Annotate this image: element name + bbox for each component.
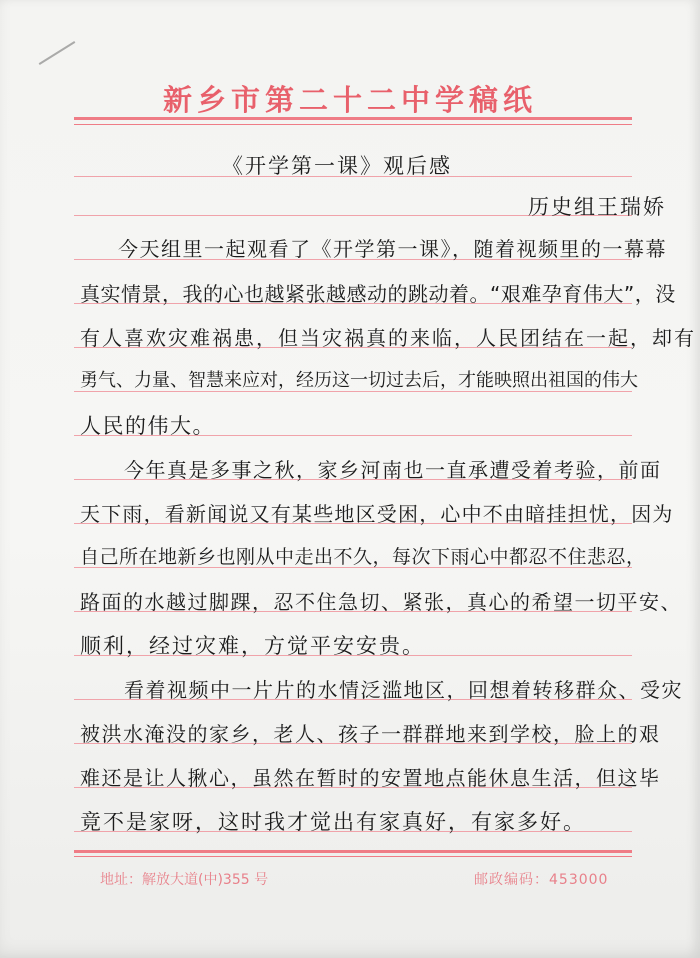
- essay-title: 《开学第一课》观后感: [222, 154, 452, 178]
- essay-line: 难还是让人揪心，虽然在暂时的安置地点能休息生活，但这毕: [80, 766, 661, 790]
- essay-author: 历史组王瑞娇: [528, 195, 666, 219]
- essay-line: 竟不是家呀，这时我才觉出有家真好，有家多好。: [80, 810, 586, 834]
- footer-postal-code: 邮政编码：453000: [474, 872, 609, 888]
- footer-rule-thin: [74, 856, 632, 857]
- essay-line: 人民的伟大。: [80, 414, 215, 438]
- essay-line: 自己所在地新乡也刚从中走出不久，每次下雨心中都忍不住悲忍，: [80, 546, 646, 568]
- essay-line: 今年真是多事之秋，家乡河南也一直承遭受着考验，前面: [124, 458, 662, 482]
- pencil-mark: [39, 41, 76, 65]
- essay-line: 被洪水淹没的家乡，老人、孩子一群群地来到学校，脸上的艰: [80, 722, 661, 746]
- essay-line: 有人喜欢灾难祸患，但当灾祸真的来临，人民团结在一起，却有: [80, 326, 696, 350]
- sheet-header-title: 新乡市第二十二中学稿纸: [162, 83, 537, 117]
- footer-address: 地址：解放大道(中)355 号: [100, 872, 269, 888]
- essay-line: 今天组里一起观看了《开学第一课》，随着视频里的一幕幕: [118, 237, 667, 261]
- essay-line: 天下雨，看新闻说又有某些地区受困，心中不由暗挂担忧，因为: [80, 502, 674, 526]
- essay-line: 路面的水越过脚踝，忍不住急切、紧张，真心的希望一切平安、: [80, 590, 682, 614]
- essay-line: 顺利，经过灾难，方觉平安安贵。: [80, 634, 425, 658]
- footer-rule: [74, 850, 632, 853]
- essay-line: 看着视频中一片片的水情泛滥地区，回想着转移群众、受灾: [124, 678, 683, 702]
- essay-line: 勇气、力量、智慧来应对，经历这一切过去后，才能映照出祖国的伟大: [80, 370, 638, 391]
- essay-line: 真实情景，我的心也越紧张越感动的跳动着。“艰难孕育伟大”，没: [80, 282, 676, 306]
- header-rule: [74, 117, 632, 120]
- header-rule-thin: [74, 124, 632, 125]
